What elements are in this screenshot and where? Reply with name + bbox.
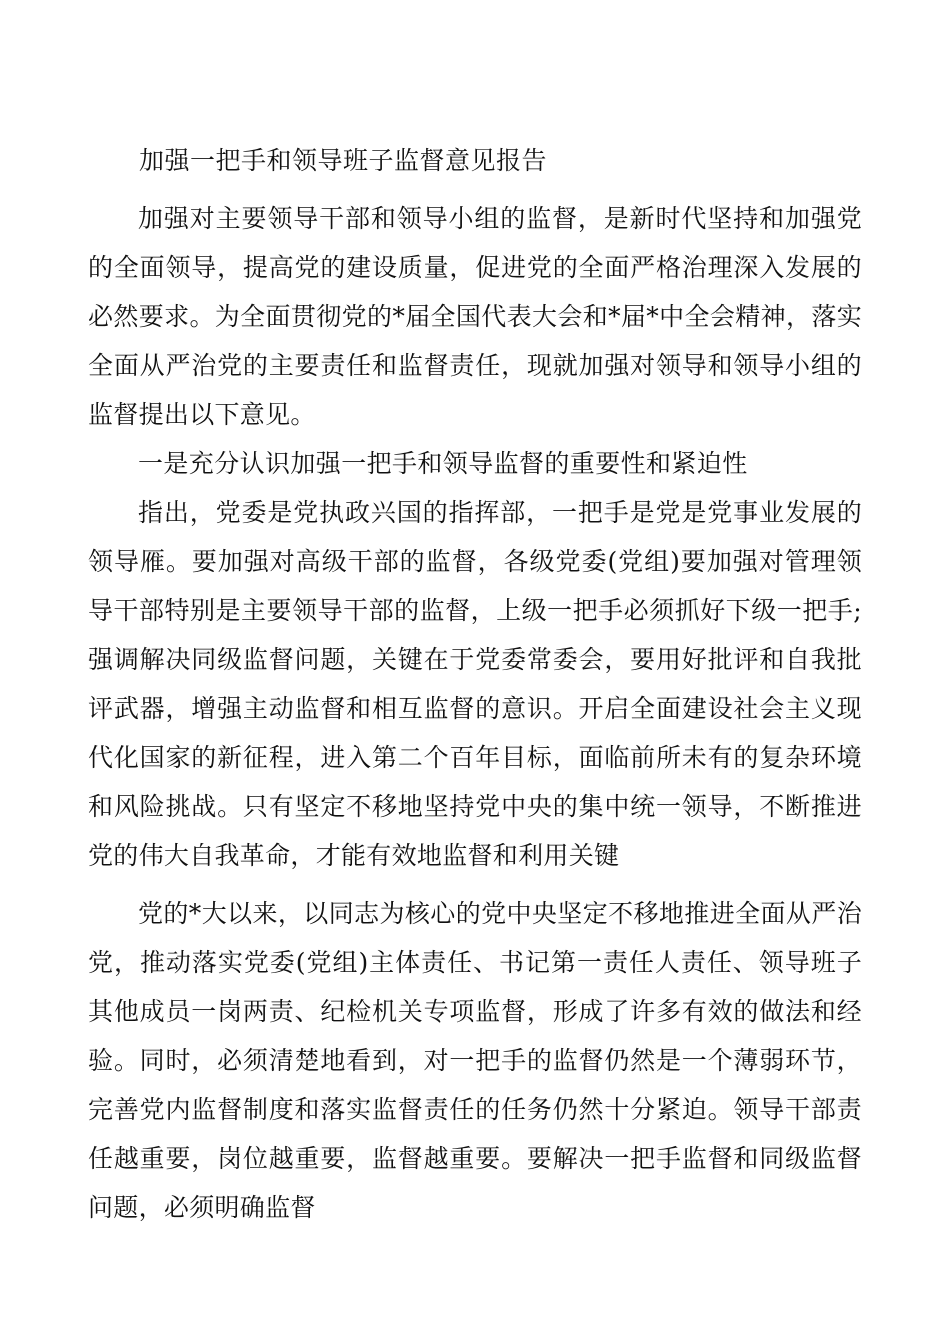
intro-paragraph: 加强对主要领导干部和领导小组的监督，是新时代坚持和加强党的全面领导，提高党的建设质量，促进党的全面严格治理深入发展的必然要求。为全面贯彻党的*届全国代表大会和*届*中全会精神，落实全面从严治党的主要责任和监督责任，现就加强对领导和领导小组的监督提出以下意见。	[88, 204, 862, 429]
section-heading: 一是充分认识加强一把手和领导监督的重要性和紧迫性	[138, 449, 748, 478]
document-page	[88, 136, 862, 1232]
body-paragraph-2: 党的*大以来，以同志为核心的党中央坚定不移地推进全面从严治党，推动落实党委(党组)主体责任、书记第一责任人责任、领导班子其他成员一岗两责、纪检机关专项监督，形成了许多有效的做法和经验。同时，必须清楚地看到，对一把手的监督仍然是一个薄弱环节，完善党内监督制度和落实监督责任的任务仍然十分紧迫。领导干部责任越重要，岗位越重要，监督越重要。要解决一把手监督和同级监督问题，必须明确监督	[88, 899, 862, 1222]
body-paragraph-1: 指出，党委是党执政兴国的指挥部，一把手是党是党事业发展的领导雁。要加强对高级干部的监督，各级党委(党组)要加强对管理领导干部特别是主要领导干部的监督，上级一把手必须抓好下级一把手;强调解决同级监督问题，关键在于党委常委会，要用好批评和自我批评武器，增强主动监督和相互监督的意识。开启全面建设社会主义现代化国家的新征程，进入第二个百年目标，面临前所未有的复杂环境和风险挑战。只有坚定不移地坚持党中央的集中统一领导，不断推进党的伟大自我革命，才能有效地监督和利用关键	[88, 498, 862, 870]
document-title: 加强一把手和领导班子监督意见报告	[139, 146, 548, 175]
